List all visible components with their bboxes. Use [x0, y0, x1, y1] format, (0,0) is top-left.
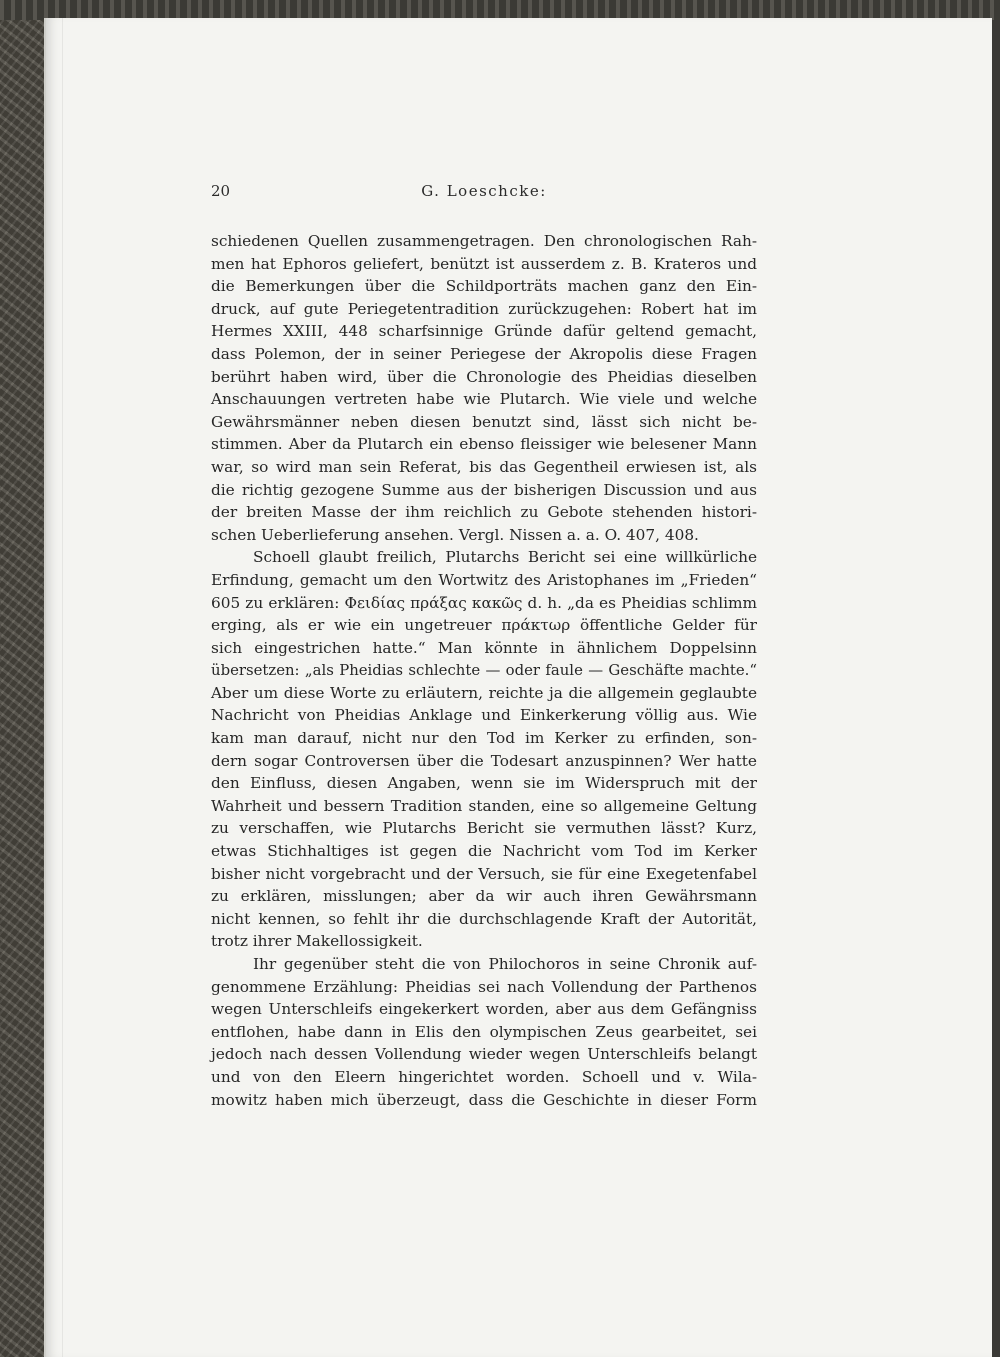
- text-line: schiedenen Quellen zusammengetragen. Den chronologischen Rah-: [211, 232, 757, 250]
- text-line: stimmen. Aber da Plutarch ein ebenso fleissiger wie belesener Mann: [211, 435, 757, 454]
- text-line: etwas Stichhaltiges ist gegen die Nachricht vom Tod im Kerker: [211, 842, 757, 861]
- text-line: Anschauungen vertreten habe wie Plutarch. Wie viele und welche: [211, 390, 757, 409]
- text-line: übersetzen: „als Pheidias schlechte — oder faule — Geschäfte machte.“: [211, 661, 757, 680]
- body-text: [211, 230, 757, 1111]
- marbled-binding-edge: [0, 0, 44, 1357]
- text-line: erging, als er wie ein ungetreuer πράκτωρ öffentliche Gelder für: [211, 616, 757, 635]
- text-line: Gewährsmänner neben diesen benutzt sind, lässt sich nicht be-: [211, 412, 757, 431]
- text-line: wegen Unterschleifs eingekerkert worden, aber aus dem Gefängniss: [211, 1000, 757, 1019]
- running-head: G. Loeschcke:: [421, 182, 547, 200]
- page-header: [211, 182, 757, 210]
- text-line: kam man darauf, nicht nur den Tod im Kerker zu erfinden, son-: [211, 729, 757, 748]
- text-line: trotz ihrer Makellossigkeit.: [211, 932, 423, 951]
- text-line: zu verschaffen, wie Plutarchs Bericht sie vermuthen lässt? Kurz,: [211, 819, 757, 838]
- text-line: men hat Ephoros geliefert, benützt ist ausserdem z. B. Krateros und: [211, 254, 757, 273]
- text-line: die Bemerkungen über die Schildporträts machen ganz den Ein-: [211, 277, 757, 296]
- text-line: dass Polemon, der in seiner Periegese der Akropolis diese Fragen: [211, 344, 757, 363]
- text-line: Erfindung, gemacht um den Wortwitz des Aristophanes im „Frieden“: [211, 570, 757, 589]
- text-line: war, so wird man sein Referat, bis das Gegentheil erwiesen ist, als: [211, 457, 757, 476]
- text-line: entflohen, habe dann in Elis den olympischen Zeus gearbeitet, sei: [211, 1022, 757, 1041]
- text-line: Nachricht von Pheidias Anklage und Einkerkerung völlig aus. Wie: [211, 706, 757, 725]
- text-line: Ihr gegenüber steht die von Philochoros in seine Chronik auf-: [253, 955, 757, 973]
- text-line: mowitz haben mich überzeugt, dass die Geschichte in dieser Form: [211, 1090, 757, 1109]
- text-line: Wahrheit und bessern Tradition standen, eine so allgemeine Geltung: [211, 796, 757, 815]
- text-line: zu erklären, misslungen; aber da wir auch ihren Gewährsmann: [211, 887, 757, 906]
- text-line: die richtig gezogene Summe aus der bisherigen Discussion und aus: [211, 480, 757, 499]
- top-binding-edge: [0, 0, 1000, 20]
- text-line: dern sogar Controversen über die Todesart anzuspinnen? Wer hatte: [211, 751, 757, 770]
- text-line: 605 zu erklären: Φειδίας πράξας κακῶς d. h. „da es Pheidias schlimm: [211, 593, 757, 612]
- text-line: genommene Erzählung: Pheidias sei nach Vollendung der Parthenos: [211, 977, 757, 996]
- text-line: druck, auf gute Periegetentradition zurückzugehen: Robert hat im: [211, 299, 757, 318]
- text-line: Aber um diese Worte zu erläutern, reichte ja die allgemein geglaubte: [211, 683, 757, 702]
- text-line: der breiten Masse der ihm reichlich zu Gebote stehenden histori-: [211, 503, 757, 522]
- page-fold-line: [62, 18, 63, 1357]
- text-line: schen Ueberlieferung ansehen. Vergl. Nissen a. a. O. 407, 408.: [211, 525, 699, 544]
- page-number: 20: [211, 182, 231, 200]
- text-line: nicht kennen, so fehlt ihr die durchschlagende Kraft der Autorität,: [211, 909, 757, 928]
- text-line: den Einfluss, diesen Angaben, wenn sie im Widerspruch mit der: [211, 774, 757, 793]
- text-line: bisher nicht vorgebracht und der Versuch, sie für eine Exegetenfabel: [211, 864, 757, 883]
- text-line: berührt haben wird, über die Chronologie des Pheidias dieselben: [211, 367, 757, 386]
- text-line: Schoell glaubt freilich, Plutarchs Bericht sei eine willkürliche: [253, 548, 757, 567]
- text-line: jedoch nach dessen Vollendung wieder wegen Unterschleifs belangt: [211, 1045, 757, 1064]
- text-line: Hermes XXIII, 448 scharfsinnige Gründe dafür geltend gemacht,: [211, 322, 757, 341]
- text-line: sich eingestrichen hatte.“ Man könnte in ähnlichem Doppelsinn: [211, 638, 757, 657]
- text-line: und von den Eleern hingerichtet worden. Schoell und v. Wila-: [211, 1067, 757, 1086]
